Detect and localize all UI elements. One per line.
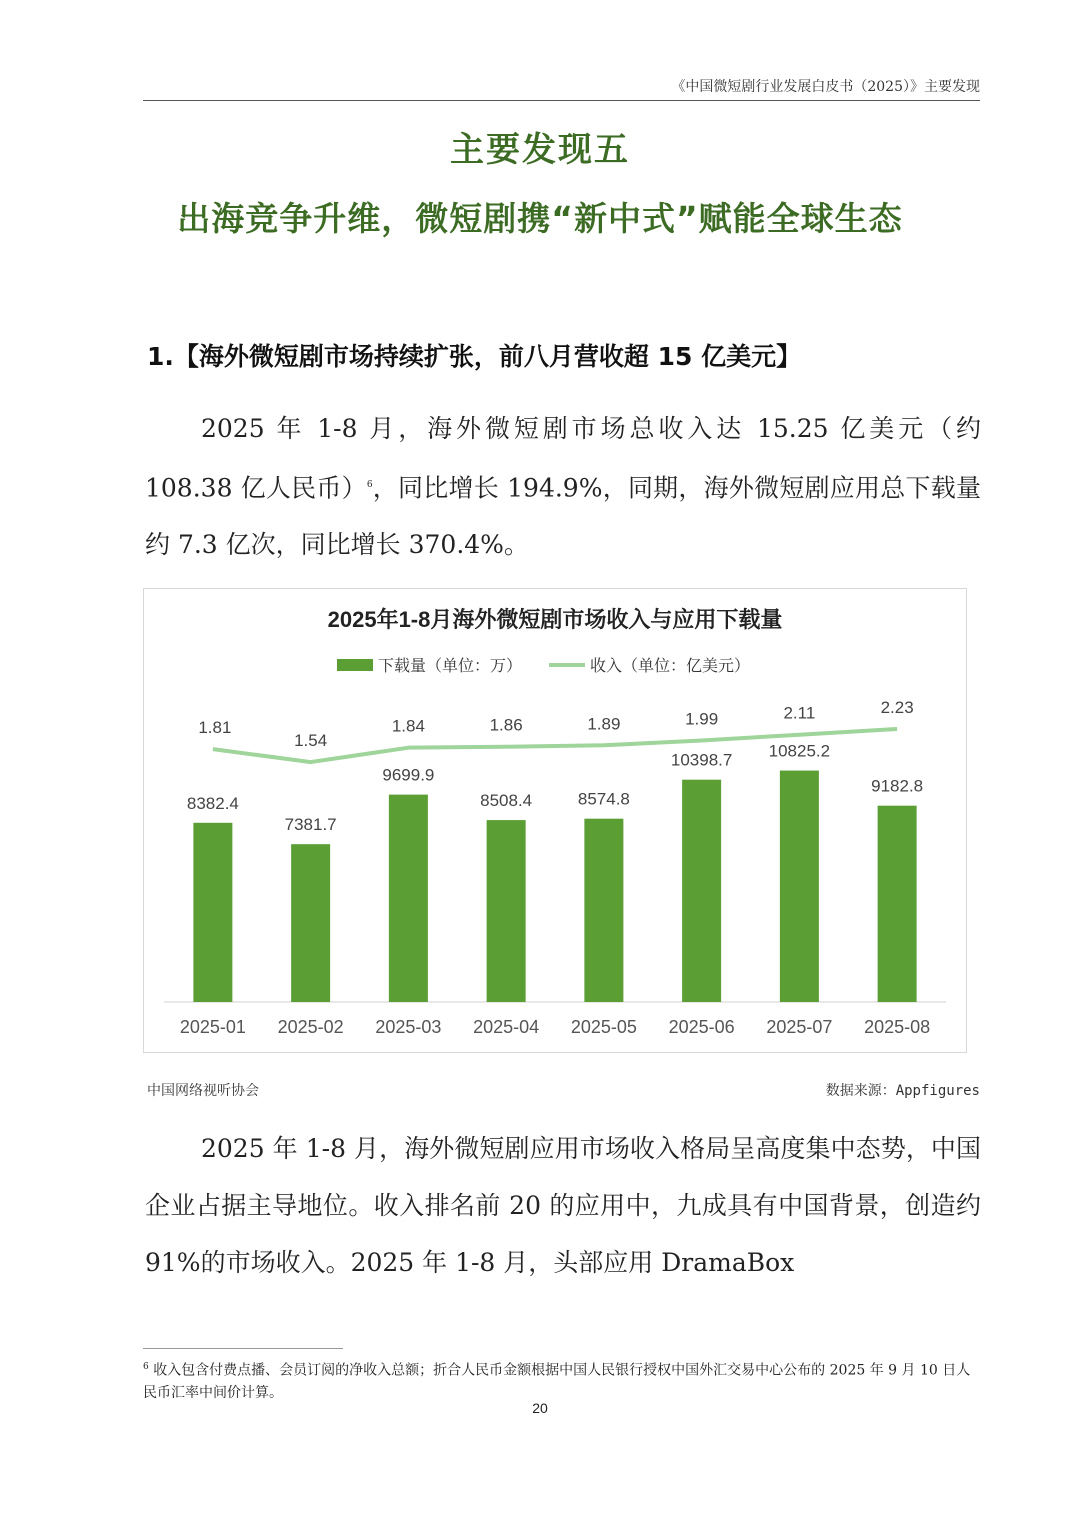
bar-downloads	[389, 795, 428, 1002]
page-number: 20	[532, 1400, 548, 1416]
revenue-value-label: 1.84	[391, 716, 425, 736]
paragraph-market-concentration	[145, 1120, 981, 1291]
bar-value-label: 10398.7	[670, 750, 733, 770]
chart-title: 2025年1-8月海外微短剧市场收入与应用下载量	[327, 607, 783, 632]
bar-downloads	[682, 780, 721, 1002]
x-tick-label: 2025-05	[570, 1017, 637, 1037]
footnote	[143, 1356, 981, 1404]
bar-downloads	[487, 820, 526, 1002]
bar-value-label: 7381.7	[284, 815, 337, 835]
running-title: 《中国微短剧行业发展白皮书（2025）》主要发现	[671, 79, 980, 95]
chart-source-org: 中国网络视听协会	[147, 1083, 259, 1099]
bar-value-label: 8508.4	[480, 791, 533, 811]
revenue-value-label: 1.89	[587, 714, 621, 734]
bar-downloads	[291, 844, 330, 1002]
revenue-value-label: 1.54	[294, 731, 328, 751]
legend-label-downloads: 下载量（单位：万）	[378, 658, 523, 675]
x-tick-label: 2025-01	[179, 1017, 246, 1037]
bar-value-label: 9699.9	[382, 765, 435, 785]
paragraph-text-b: ，同比增长 194.9%，同期，海外微短剧应用总下载量约 7.3 亿次，同比增长 370.4%。	[145, 473, 981, 560]
running-header	[143, 76, 980, 101]
x-tick-label: 2025-04	[473, 1017, 540, 1037]
bar-downloads	[193, 823, 232, 1002]
bar-value-label: 8382.4	[186, 793, 239, 813]
revenue-value-label: 1.81	[198, 718, 232, 738]
footnote-divider	[143, 1348, 343, 1349]
bar-value-label: 10825.2	[768, 741, 831, 761]
revenue-value-label: 2.11	[783, 703, 816, 723]
chart-canvas	[144, 589, 966, 1052]
bar-downloads	[780, 771, 819, 1002]
footnote-marker: 6	[143, 1362, 149, 1372]
legend-label-revenue: 收入（单位：亿美元）	[590, 658, 751, 675]
revenue-value-label: 1.86	[489, 715, 523, 735]
chart-data-source: 数据来源：Appfigures	[825, 1083, 980, 1099]
bar-downloads	[878, 806, 917, 1002]
paragraph2-text: 2025 年 1-8 月，海外微短剧应用市场收入格局呈高度集中态势，中国企业占据主导地位。收入排名前 20 的应用中，九成具有中国背景，创造约 91%的市场收入。2025 年 1-8 月，头部应用 DramaBox	[145, 1134, 981, 1277]
finding-title: 主要发现五	[450, 130, 630, 170]
revenue-value-label: 1.99	[685, 709, 719, 729]
legend-swatch-downloads	[337, 659, 373, 671]
section-heading: 1.【海外微短剧市场持续扩张，前八月营收超 15 亿美元】	[147, 342, 802, 371]
bar-downloads	[584, 819, 623, 1002]
revenue-download-chart	[143, 588, 967, 1053]
x-tick-label: 2025-08	[864, 1017, 931, 1037]
revenue-value-label: 2.23	[880, 697, 914, 717]
x-tick-label: 2025-03	[375, 1017, 442, 1037]
bar-value-label: 9182.8	[871, 776, 924, 796]
footnote-ref: 6	[366, 480, 373, 490]
footnote-text: 收入包含付费点播、会员订阅的净收入总额；折合人民币金额根据中国人民银行授权中国外汇交易中心公布的 2025 年 9 月 10 日人民币汇率中间价计算。	[143, 1362, 971, 1401]
paragraph-market-summary	[145, 400, 981, 573]
finding-subtitle: 出海竞争升维，微短剧携“新中式”赋能全球生态	[177, 199, 903, 238]
bar-value-label: 8574.8	[577, 789, 630, 809]
x-tick-label: 2025-02	[277, 1017, 344, 1037]
x-tick-label: 2025-07	[766, 1017, 833, 1037]
paragraph-text-a: 2025 年 1-8 月，海外微短剧市场总收入达 15.25 亿美元（约 108.38 亿人民币）	[145, 414, 981, 503]
x-tick-label: 2025-06	[668, 1017, 735, 1037]
